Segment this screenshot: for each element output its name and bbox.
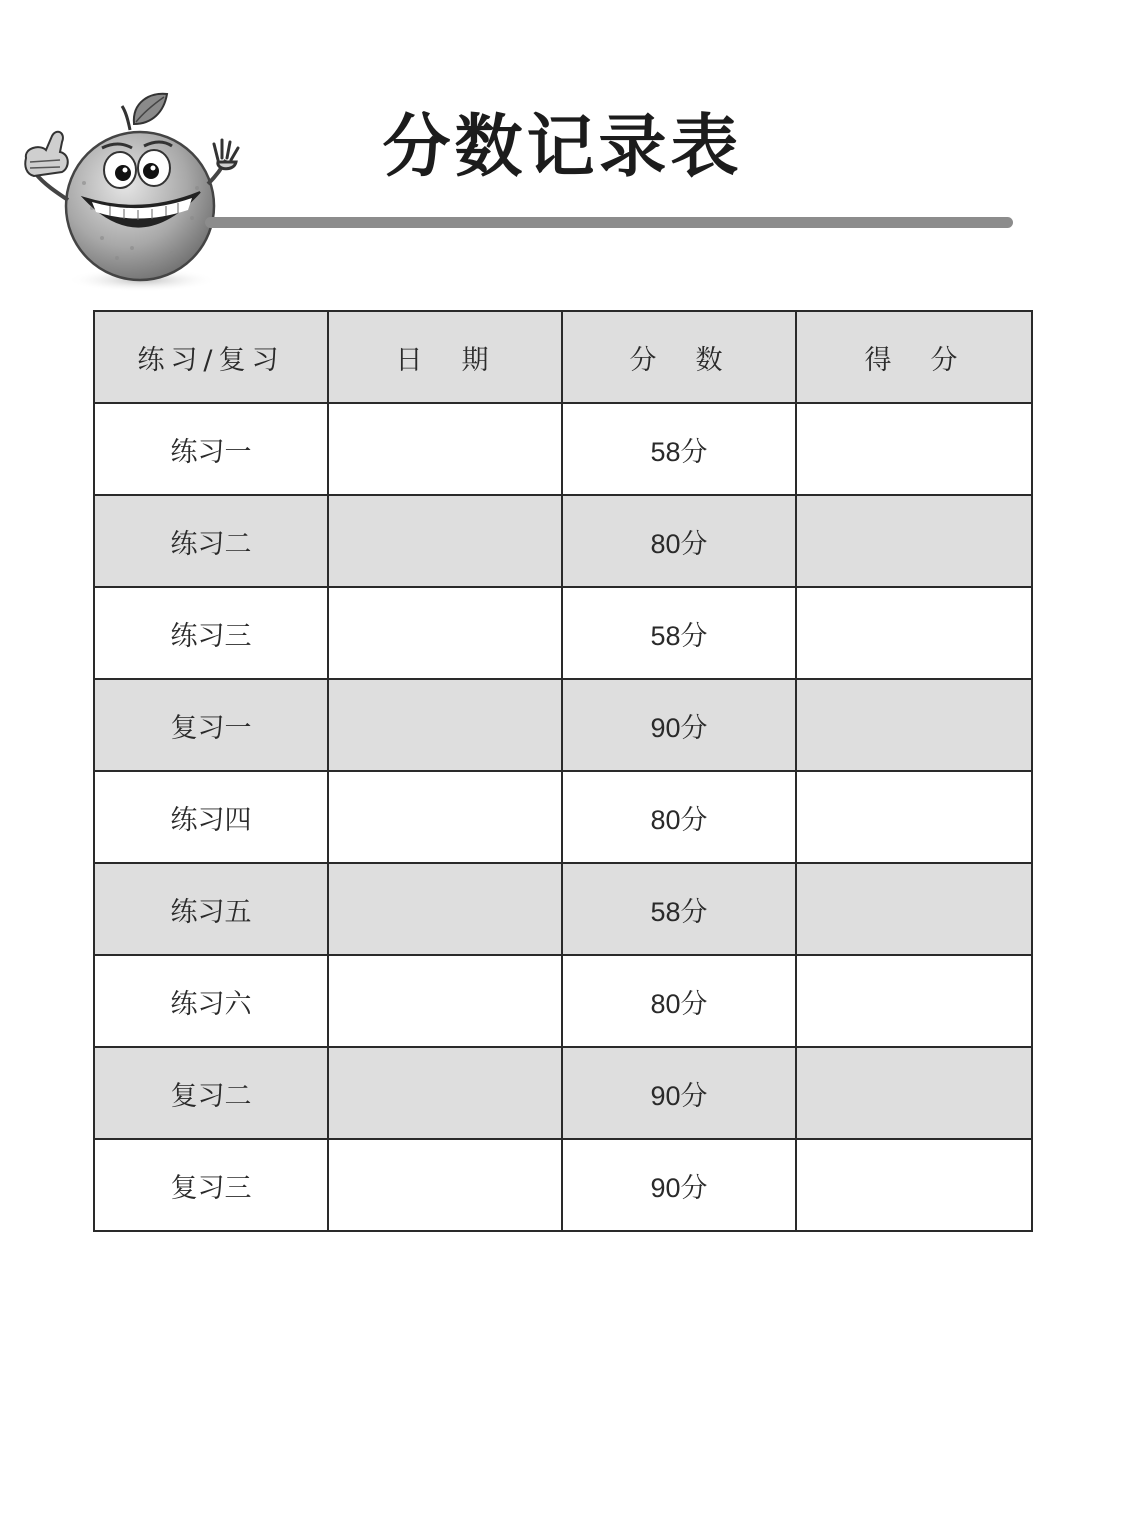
table-row [94, 1047, 1032, 1139]
row-earned-cell[interactable] [796, 403, 1032, 495]
row-name-cell: 复习三 [94, 1139, 328, 1231]
header-full-score: 分 数 [562, 311, 796, 403]
row-date-cell[interactable] [328, 1047, 562, 1139]
table-row [94, 495, 1032, 587]
row-date-cell[interactable] [328, 679, 562, 771]
row-score-cell: 80分 [562, 495, 796, 587]
row-score-cell: 90分 [562, 1047, 796, 1139]
row-score-cell: 58分 [562, 587, 796, 679]
header-exercise-review: 练习/复习 [94, 311, 328, 403]
row-earned-cell[interactable] [796, 1139, 1032, 1231]
header-date: 日 期 [328, 311, 562, 403]
row-date-cell[interactable] [328, 771, 562, 863]
table-header-row [94, 311, 1032, 403]
smiling-fruit-mascot-icon [22, 88, 242, 298]
table-row [94, 403, 1032, 495]
row-score-cell: 58分 [562, 863, 796, 955]
row-name-cell: 复习一 [94, 679, 328, 771]
row-earned-cell[interactable] [796, 587, 1032, 679]
row-date-cell[interactable] [328, 403, 562, 495]
row-score-cell: 58分 [562, 403, 796, 495]
row-score-cell: 80分 [562, 771, 796, 863]
row-name-cell: 练习三 [94, 587, 328, 679]
row-date-cell[interactable] [328, 863, 562, 955]
row-date-cell[interactable] [328, 1139, 562, 1231]
table-row [94, 863, 1032, 955]
score-record-table [93, 310, 1033, 1232]
table-row [94, 679, 1032, 771]
row-earned-cell[interactable] [796, 863, 1032, 955]
row-date-cell[interactable] [328, 955, 562, 1047]
row-earned-cell[interactable] [796, 955, 1032, 1047]
row-earned-cell[interactable] [796, 771, 1032, 863]
row-name-cell: 练习四 [94, 771, 328, 863]
title-underline-rule [205, 217, 1013, 228]
row-earned-cell[interactable] [796, 679, 1032, 771]
row-score-cell: 90分 [562, 679, 796, 771]
row-earned-cell[interactable] [796, 1047, 1032, 1139]
row-name-cell: 练习二 [94, 495, 328, 587]
row-name-cell: 复习二 [94, 1047, 328, 1139]
header-earned-score: 得 分 [796, 311, 1032, 403]
row-name-cell: 练习五 [94, 863, 328, 955]
row-name-cell: 练习六 [94, 955, 328, 1047]
row-date-cell[interactable] [328, 495, 562, 587]
table-row [94, 1139, 1032, 1231]
row-score-cell: 80分 [562, 955, 796, 1047]
row-date-cell[interactable] [328, 587, 562, 679]
row-name-cell: 练习一 [94, 403, 328, 495]
table-row [94, 771, 1032, 863]
table-row [94, 955, 1032, 1047]
page-title: 分数记录表 [382, 108, 743, 187]
row-earned-cell[interactable] [796, 495, 1032, 587]
row-score-cell: 90分 [562, 1139, 796, 1231]
table-row [94, 587, 1032, 679]
